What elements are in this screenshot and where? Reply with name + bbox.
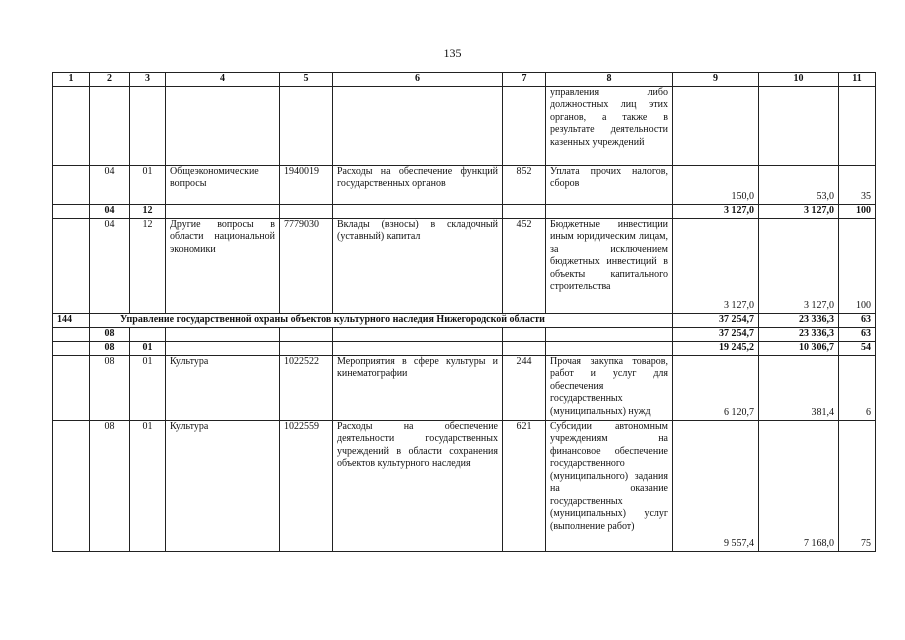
column-header: 2 — [90, 73, 130, 87]
subsection-code-cell: 12 — [130, 218, 166, 313]
subsection-code-cell: 01 — [130, 420, 166, 551]
actual-amount-cell: 23 336,3 — [759, 313, 839, 327]
cell — [53, 165, 90, 204]
column-header: 4 — [166, 73, 280, 87]
cell — [53, 327, 90, 341]
cell — [53, 218, 90, 313]
planned-amount-cell: 150,0 — [673, 165, 759, 204]
cell — [546, 327, 673, 341]
table-row — [53, 327, 876, 341]
subsection-code-cell: 12 — [130, 204, 166, 218]
section-code-cell: 08 — [90, 341, 130, 355]
cell — [280, 204, 333, 218]
column-header: 1 — [53, 73, 90, 87]
target-name-cell: Вклады (взносы) в складочный (уставный) капитал — [333, 218, 503, 313]
expense-type-cell: управления либо должностных лиц этих органов, а также в результате деятельности казенных учреждений — [546, 86, 673, 165]
cell — [503, 341, 546, 355]
cell — [53, 204, 90, 218]
column-header: 10 — [759, 73, 839, 87]
table-row — [53, 355, 876, 420]
percent-cell: 75 — [839, 420, 876, 551]
target-name-cell: Расходы на обеспечение функций государственных органов — [333, 165, 503, 204]
percent-cell: 100 — [839, 218, 876, 313]
subsection-name-cell: Культура — [166, 420, 280, 551]
section-code-cell: 08 — [90, 327, 130, 341]
cell — [280, 341, 333, 355]
header-row — [53, 73, 876, 87]
percent-cell: 63 — [839, 313, 876, 327]
cell — [280, 327, 333, 341]
expense-code-cell: 621 — [503, 420, 546, 551]
percent-cell: 100 — [839, 204, 876, 218]
section-code-cell: 08 — [90, 420, 130, 551]
table-row — [53, 420, 876, 551]
expense-type-cell: Прочая закупка товаров, работ и услуг для обеспечения государственных (муниципальных) нужд — [546, 355, 673, 420]
cell — [839, 86, 876, 165]
cell — [130, 86, 166, 165]
expense-code-cell: 244 — [503, 355, 546, 420]
cell — [333, 204, 503, 218]
cell — [333, 86, 503, 165]
column-header: 5 — [280, 73, 333, 87]
percent-cell: 63 — [839, 327, 876, 341]
cell — [333, 327, 503, 341]
subsection-code-cell: 01 — [130, 341, 166, 355]
table-row — [53, 218, 876, 313]
column-header: 11 — [839, 73, 876, 87]
subsection-name-cell: Общеэкономические вопросы — [166, 165, 280, 204]
cell — [53, 86, 90, 165]
cell — [53, 355, 90, 420]
expense-type-cell: Уплата прочих налогов, сборов — [546, 165, 673, 204]
cell — [280, 86, 333, 165]
actual-amount-cell: 7 168,0 — [759, 420, 839, 551]
actual-amount-cell: 10 306,7 — [759, 341, 839, 355]
target-code-cell: 1022522 — [280, 355, 333, 420]
expense-code-cell: 452 — [503, 218, 546, 313]
percent-cell: 35 — [839, 165, 876, 204]
cell — [503, 86, 546, 165]
subsection-name-cell: Культура — [166, 355, 280, 420]
table-row — [53, 341, 876, 355]
planned-amount-cell: 37 254,7 — [673, 327, 759, 341]
department-title-cell: Управление государственной охраны объектов культурного наследия Нижегородской области — [90, 313, 673, 327]
percent-cell: 6 — [839, 355, 876, 420]
column-header: 9 — [673, 73, 759, 87]
target-code-cell: 1940019 — [280, 165, 333, 204]
column-header: 3 — [130, 73, 166, 87]
section-code-cell: 04 — [90, 165, 130, 204]
target-code-cell: 1022559 — [280, 420, 333, 551]
planned-amount-cell: 37 254,7 — [673, 313, 759, 327]
actual-amount-cell: 53,0 — [759, 165, 839, 204]
planned-amount-cell: 6 120,7 — [673, 355, 759, 420]
percent-cell: 54 — [839, 341, 876, 355]
subsection-name-cell: Другие вопросы в области национальной экономики — [166, 218, 280, 313]
cell — [53, 420, 90, 551]
cell — [166, 327, 280, 341]
cell — [166, 204, 280, 218]
section-code-cell: 04 — [90, 218, 130, 313]
table-row — [53, 204, 876, 218]
target-name-cell: Мероприятия в сфере культуры и кинематографии — [333, 355, 503, 420]
cell — [166, 86, 280, 165]
actual-amount-cell: 23 336,3 — [759, 327, 839, 341]
cell — [546, 204, 673, 218]
expense-type-cell: Бюджетные инвестиции иным юридическим лицам, за исключением бюджетных инвестиций в объекты капитального строительства — [546, 218, 673, 313]
cell — [90, 86, 130, 165]
cell — [333, 341, 503, 355]
department-code-cell: 144 — [53, 313, 90, 327]
column-header: 8 — [546, 73, 673, 87]
table-row — [53, 86, 876, 165]
expense-code-cell: 852 — [503, 165, 546, 204]
column-header: 6 — [333, 73, 503, 87]
cell — [166, 341, 280, 355]
cell — [759, 86, 839, 165]
target-name-cell: Расходы на обеспечение деятельности государственных учреждений в области сохранения объектов культурного наследия — [333, 420, 503, 551]
cell — [673, 86, 759, 165]
table-row — [53, 165, 876, 204]
budget-table — [52, 72, 876, 552]
planned-amount-cell: 19 245,2 — [673, 341, 759, 355]
cell — [130, 327, 166, 341]
page-number: 135 — [443, 46, 462, 60]
planned-amount-cell: 3 127,0 — [673, 218, 759, 313]
target-code-cell: 7779030 — [280, 218, 333, 313]
planned-amount-cell: 3 127,0 — [673, 204, 759, 218]
column-header: 7 — [503, 73, 546, 87]
actual-amount-cell: 381,4 — [759, 355, 839, 420]
cell — [53, 341, 90, 355]
section-code-cell: 04 — [90, 204, 130, 218]
planned-amount-cell: 9 557,4 — [673, 420, 759, 551]
expense-type-cell: Субсидии автономным учреждениям на финансовое обеспечение государственного (муниципального) задания на оказание государственных (муниципальных) услуг (выполнение работ) — [546, 420, 673, 551]
subsection-code-cell: 01 — [130, 355, 166, 420]
actual-amount-cell: 3 127,0 — [759, 204, 839, 218]
cell — [546, 341, 673, 355]
cell — [503, 327, 546, 341]
table-row — [53, 313, 876, 327]
section-code-cell: 08 — [90, 355, 130, 420]
subsection-code-cell: 01 — [130, 165, 166, 204]
actual-amount-cell: 3 127,0 — [759, 218, 839, 313]
cell — [503, 204, 546, 218]
